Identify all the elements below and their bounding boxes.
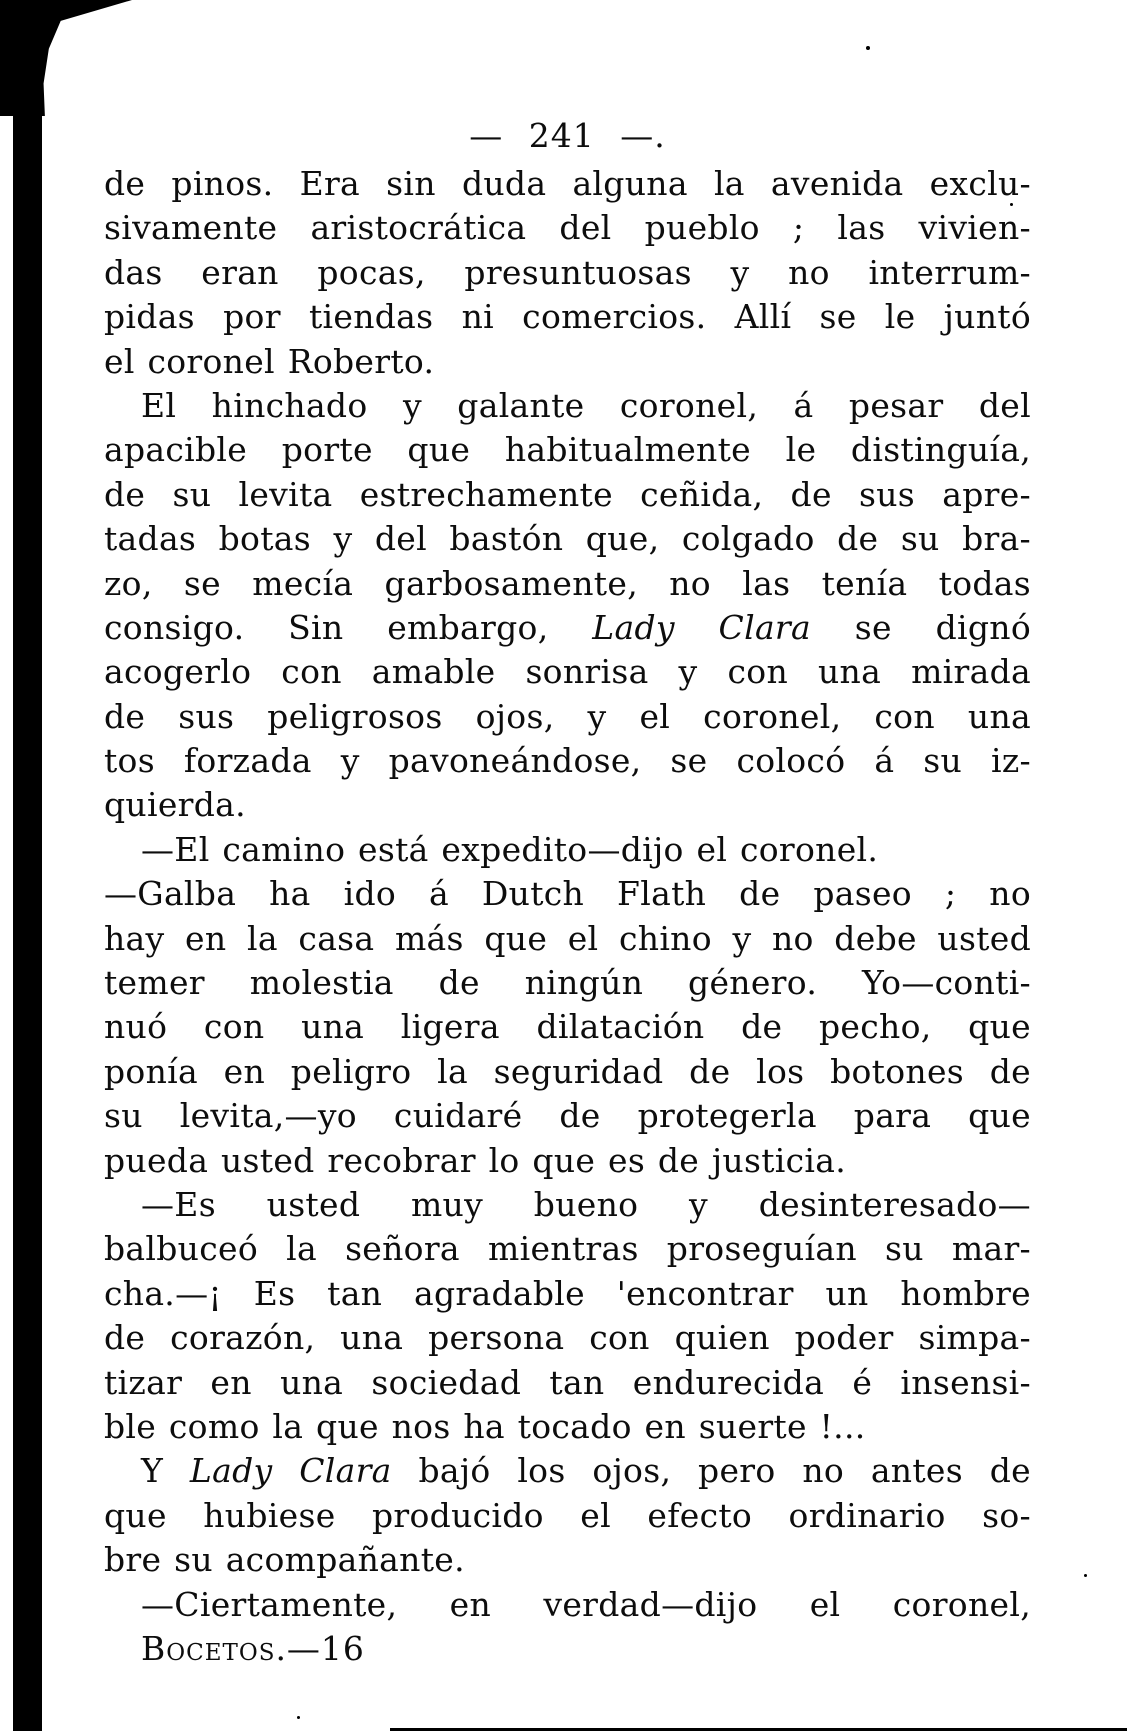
italic-phrase: Lady Clara [592, 607, 811, 647]
text-segment: —El camino está expedito—dijo el coronel. [141, 829, 879, 869]
text-segment: El hinchado y galante coronel, á pesar del [141, 385, 1031, 425]
footer-signature: Bocetos.—16 [141, 1628, 365, 1668]
text-segment: Y [141, 1451, 190, 1491]
text-line [104, 783, 1031, 827]
text-segment: sivamente aristocrática del pueblo ; las vivien- [104, 208, 1031, 248]
text-line [104, 473, 1031, 517]
text-segment: se dignó [811, 607, 1031, 647]
text-segment: ponía en peligro la seguridad de los botones de [104, 1051, 1031, 1091]
text-segment: el coronel Roberto. [104, 341, 435, 381]
text-line [104, 340, 1031, 384]
text-line [104, 1094, 1031, 1138]
text-line [104, 1583, 1031, 1627]
text-segment: de pinos. Era sin duda alguna la avenida exclu- [104, 164, 1031, 203]
text-segment: balbuceó la señora mientras proseguían su mar- [104, 1229, 1031, 1269]
scan-speck [1084, 1574, 1087, 1577]
text-segment: apacible porte que habitualmente le distinguía, [104, 430, 1031, 470]
text-line [104, 1316, 1031, 1360]
scan-corner-artifact [0, 0, 132, 116]
text-line [104, 251, 1031, 295]
text-line [104, 695, 1031, 739]
text-segment: bre su acompañante. [104, 1540, 465, 1580]
text-segment: hay en la casa más que el chino y no debe usted [104, 918, 1031, 958]
text-line [104, 428, 1031, 472]
text-segment: bajó los ojos, pero no antes de [391, 1451, 1032, 1491]
scan-gutter-edge [13, 0, 42, 1731]
text-line [104, 917, 1031, 961]
text-segment: quierda. [104, 785, 246, 825]
text-segment: de sus peligrosos ojos, y el coronel, con una [104, 696, 1031, 736]
text-line [104, 739, 1031, 783]
text-line [104, 206, 1031, 250]
text-segment: —Galba ha ido á Dutch Flath de paseo ; no [104, 874, 1031, 914]
text-line [104, 295, 1031, 339]
text-line [104, 828, 1031, 872]
text-segment: nuó con una ligera dilatación de pecho, que [104, 1007, 1031, 1047]
text-line [104, 1050, 1031, 1094]
text-line [104, 1538, 1031, 1582]
text-line [104, 384, 1031, 428]
text-line [104, 517, 1031, 561]
text-segment: cha.—¡ Es tan agradable 'encontrar un hombre [104, 1273, 1031, 1313]
text-segment: pueda usted recobrar lo que es de justicia. [104, 1140, 847, 1180]
text-segment: de corazón, una persona con quien poder simpa- [104, 1318, 1031, 1358]
text-line [104, 606, 1031, 650]
text-line [104, 1405, 1031, 1449]
text-segment: zo, se mecía garbosamente, no las tenía todas [104, 563, 1031, 603]
text-line [104, 1005, 1031, 1049]
text-line [104, 1494, 1031, 1538]
text-line [104, 1272, 1031, 1316]
text-line [104, 872, 1031, 916]
text-line [104, 1449, 1031, 1493]
text-line [104, 961, 1031, 1005]
scan-speck [297, 1716, 300, 1719]
text-segment: ble como la que nos ha tocado en suerte !... [104, 1406, 866, 1446]
text-segment: —Ciertamente, en verdad—dijo el coronel, [141, 1584, 1031, 1624]
text-segment: —Es usted muy bueno y desinteresado— [141, 1184, 1031, 1224]
text-line [104, 162, 1031, 206]
italic-phrase: Lady Clara [189, 1451, 392, 1491]
text-segment: das eran pocas, presuntuosas y no interrum- [104, 252, 1031, 292]
page-number: — 241 —. [469, 116, 666, 155]
text-line [104, 1227, 1031, 1271]
text-line [104, 562, 1031, 606]
text-segment: pidas por tiendas ni comercios. Allí se le juntó [104, 297, 1031, 337]
text-segment: tos forzada y pavoneándose, se colocó á su iz- [104, 741, 1031, 781]
scan-speck [866, 46, 870, 50]
text-segment: consigo. Sin embargo, [104, 607, 593, 647]
text-segment: que hubiese producido el efecto ordinario so- [104, 1495, 1031, 1535]
page-text-column [104, 162, 1031, 1671]
text-line [104, 1139, 1031, 1183]
text-line [104, 650, 1031, 694]
text-line [104, 1183, 1031, 1227]
text-segment: de su levita estrechamente ceñida, de sus apre- [104, 474, 1031, 514]
text-line [104, 1361, 1031, 1405]
text-segment: acogerlo con amable sonrisa y con una mirada [104, 652, 1031, 692]
text-segment: tadas botas y del bastón que, colgado de su bra- [104, 519, 1031, 559]
text-segment: su levita,—yo cuidaré de protegerla para que [104, 1096, 1031, 1136]
text-segment: temer molestia de ningún género. Yo—conti- [104, 963, 1031, 1003]
text-segment: tizar en una sociedad tan endurecida é insensi- [104, 1362, 1031, 1402]
